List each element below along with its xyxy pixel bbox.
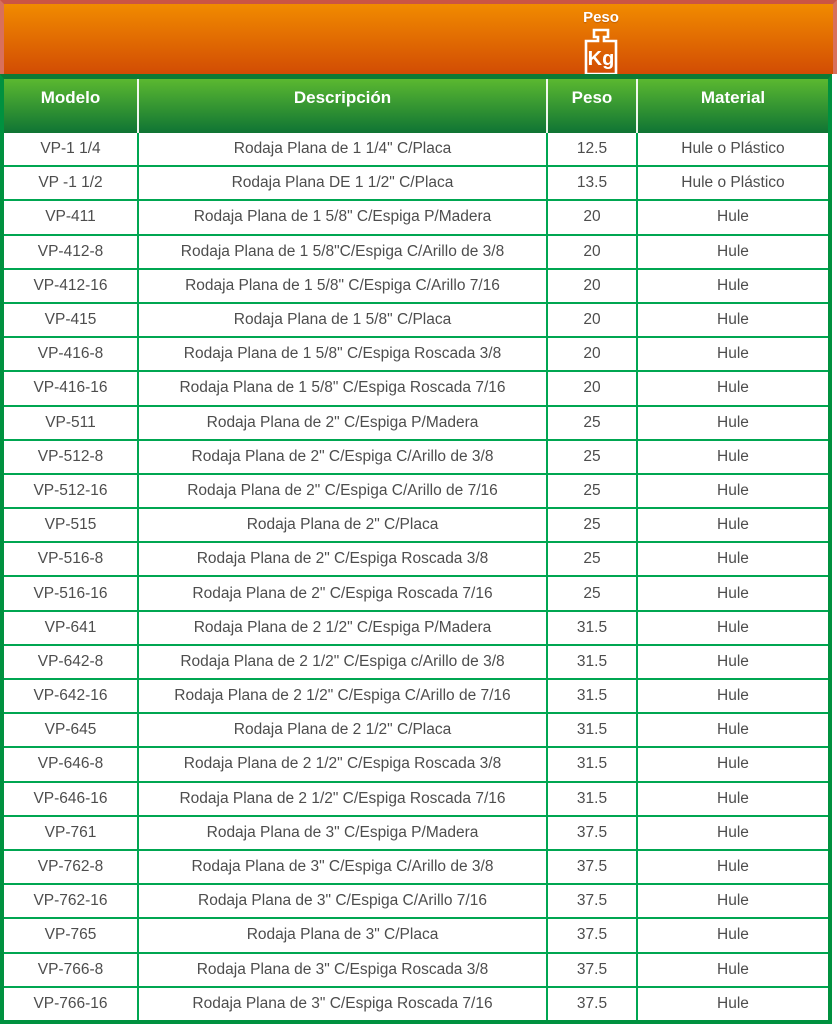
cell-descripcion: Rodaja Plana de 1 5/8" C/Espiga Roscada 7/16 (139, 372, 548, 404)
table-row (4, 439, 828, 473)
table-row (4, 133, 828, 165)
cell-material: Hule (717, 789, 749, 807)
table-row (4, 302, 828, 336)
table-row (4, 405, 828, 439)
cell-descripcion: Rodaja Plana de 2" C/Espiga C/Arillo de 7/16 (139, 475, 548, 507)
kg-weight-icon (580, 28, 622, 76)
cell-peso: 25 (548, 407, 638, 439)
cell-material: Hule (717, 960, 749, 978)
cell-material: Hule (717, 652, 749, 670)
cell-peso: 37.5 (548, 851, 638, 883)
cell-material: Hule (717, 618, 749, 636)
column-header-material: Material (700, 88, 766, 107)
table-row (4, 336, 828, 370)
table-body (4, 133, 828, 1020)
cell-modelo: VP-416-16 (4, 372, 139, 404)
cell-descripcion: Rodaja Plana de 3" C/Espiga P/Madera (139, 817, 548, 849)
cell-modelo: VP-1 1/4 (4, 133, 139, 165)
cell-peso: 37.5 (548, 988, 638, 1020)
cell-peso: 37.5 (548, 954, 638, 986)
table-row (4, 781, 828, 815)
table-row (4, 541, 828, 575)
cell-descripcion: Rodaja Plana de 3" C/Espiga Roscada 3/8 (139, 954, 548, 986)
cell-peso: 31.5 (548, 612, 638, 644)
cell-material: Hule (717, 926, 749, 944)
cell-peso: 20 (548, 304, 638, 336)
table-row (4, 370, 828, 404)
peso-kg-block (560, 8, 642, 76)
cell-material: Hule (717, 516, 749, 534)
cell-peso: 25 (548, 475, 638, 507)
table-row (4, 575, 828, 609)
cell-material: Hule (717, 584, 749, 602)
cell-material: Hule (717, 755, 749, 773)
table-row (4, 473, 828, 507)
product-table (0, 74, 832, 1024)
cell-peso: 37.5 (548, 885, 638, 917)
cell-peso: 25 (548, 509, 638, 541)
cell-modelo: VP-516-16 (4, 577, 139, 609)
table-row (4, 644, 828, 678)
table-row (4, 746, 828, 780)
cell-descripcion: Rodaja Plana de 3" C/Placa (139, 919, 548, 951)
table-row (4, 815, 828, 849)
cell-peso: 20 (548, 201, 638, 233)
cell-modelo: VP-412-16 (4, 270, 139, 302)
cell-modelo: VP-642-16 (4, 680, 139, 712)
cell-material: Hule (717, 413, 749, 431)
cell-descripcion: Rodaja Plana de 3" C/Espiga C/Arillo 7/16 (139, 885, 548, 917)
cell-descripcion: Rodaja Plana de 2" C/Espiga C/Arillo de 3/8 (139, 441, 548, 473)
cell-peso: 20 (548, 372, 638, 404)
cell-material: Hule (717, 550, 749, 568)
cell-descripcion: Rodaja Plana de 2" C/Espiga Roscada 3/8 (139, 543, 548, 575)
cell-material: Hule o Plástico (681, 174, 785, 192)
table-row (4, 610, 828, 644)
cell-peso: 25 (548, 577, 638, 609)
cell-material: Hule o Plástico (681, 140, 785, 158)
cell-material: Hule (717, 892, 749, 910)
table-row (4, 234, 828, 268)
table-row (4, 678, 828, 712)
cell-descripcion: Rodaja Plana de 3" C/Espiga Roscada 7/16 (139, 988, 548, 1020)
cell-peso: 25 (548, 543, 638, 575)
cell-material: Hule (717, 994, 749, 1012)
cell-modelo: VP-765 (4, 919, 139, 951)
cell-descripcion: Rodaja Plana de 2" C/Placa (139, 509, 548, 541)
cell-material: Hule (717, 208, 749, 226)
cell-modelo: VP-416-8 (4, 338, 139, 370)
cell-modelo: VP-415 (4, 304, 139, 336)
cell-material: Hule (717, 687, 749, 705)
cell-descripcion: Rodaja Plana de 2 1/2" C/Espiga c/Arillo de 3/8 (139, 646, 548, 678)
cell-material: Hule (717, 311, 749, 329)
cell-peso: 31.5 (548, 748, 638, 780)
cell-modelo: VP-511 (4, 407, 139, 439)
column-header-peso: Peso (548, 79, 638, 133)
cell-material: Hule (717, 447, 749, 465)
cell-peso: 31.5 (548, 680, 638, 712)
cell-descripcion: Rodaja Plana de 2 1/2" C/Espiga Roscada 7/16 (139, 783, 548, 815)
cell-descripcion: Rodaja Plana de 2 1/2" C/Placa (139, 714, 548, 746)
table-row (4, 952, 828, 986)
cell-material: Hule (717, 858, 749, 876)
cell-modelo: VP -1 1/2 (4, 167, 139, 199)
cell-descripcion: Rodaja Plana DE 1 1/2" C/Placa (139, 167, 548, 199)
cell-descripcion: Rodaja Plana de 1 1/4" C/Placa (139, 133, 548, 165)
cell-material: Hule (717, 345, 749, 363)
cell-peso: 25 (548, 441, 638, 473)
column-header-descripcion: Descripción (139, 79, 548, 133)
cell-modelo: VP-512-8 (4, 441, 139, 473)
cell-material: Hule (717, 823, 749, 841)
cell-descripcion: Rodaja Plana de 2 1/2" C/Espiga P/Madera (139, 612, 548, 644)
table-row (4, 917, 828, 951)
cell-descripcion: Rodaja Plana de 2 1/2" C/Espiga Roscada 3/8 (139, 748, 548, 780)
cell-modelo: VP-642-8 (4, 646, 139, 678)
cell-peso: 20 (548, 236, 638, 268)
table-row (4, 883, 828, 917)
cell-peso: 31.5 (548, 646, 638, 678)
cell-descripcion: Rodaja Plana de 1 5/8" C/Espiga P/Madera (139, 201, 548, 233)
cell-peso: 31.5 (548, 783, 638, 815)
table-row (4, 507, 828, 541)
cell-modelo: VP-645 (4, 714, 139, 746)
cell-modelo: VP-512-16 (4, 475, 139, 507)
cell-descripcion: Rodaja Plana de 1 5/8" C/Placa (139, 304, 548, 336)
cell-descripcion: Rodaja Plana de 1 5/8" C/Espiga C/Arillo 7/16 (139, 270, 548, 302)
cell-modelo: VP-516-8 (4, 543, 139, 575)
cell-modelo: VP-515 (4, 509, 139, 541)
peso-banner-label: Peso (583, 9, 619, 26)
cell-modelo: VP-761 (4, 817, 139, 849)
cell-peso: 12.5 (548, 133, 638, 165)
table-row (4, 986, 828, 1020)
cell-modelo: VP-762-8 (4, 851, 139, 883)
cell-modelo: VP-411 (4, 201, 139, 233)
cell-descripcion: Rodaja Plana de 2 1/2" C/Espiga C/Arillo de 7/16 (139, 680, 548, 712)
cell-modelo: VP-766-16 (4, 988, 139, 1020)
orange-header-banner (0, 0, 837, 74)
cell-modelo: VP-762-16 (4, 885, 139, 917)
cell-descripcion: Rodaja Plana de 2" C/Espiga Roscada 7/16 (139, 577, 548, 609)
table-row (4, 268, 828, 302)
kg-icon-text: Kg (587, 48, 615, 70)
cell-modelo: VP-641 (4, 612, 139, 644)
cell-peso: 13.5 (548, 167, 638, 199)
cell-material: Hule (717, 721, 749, 739)
cell-descripcion: Rodaja Plana de 1 5/8"C/Espiga C/Arillo de 3/8 (139, 236, 548, 268)
table-row (4, 165, 828, 199)
cell-peso: 37.5 (548, 817, 638, 849)
cell-descripcion: Rodaja Plana de 1 5/8" C/Espiga Roscada 3/8 (139, 338, 548, 370)
cell-modelo: VP-646-8 (4, 748, 139, 780)
table-header-row (4, 79, 828, 133)
cell-modelo: VP-412-8 (4, 236, 139, 268)
cell-peso: 31.5 (548, 714, 638, 746)
table-row (4, 849, 828, 883)
column-header-modelo: Modelo (4, 79, 139, 133)
table-row (4, 199, 828, 233)
cell-descripcion: Rodaja Plana de 3" C/Espiga C/Arillo de 3/8 (139, 851, 548, 883)
cell-descripcion: Rodaja Plana de 2" C/Espiga P/Madera (139, 407, 548, 439)
table-row (4, 712, 828, 746)
cell-material: Hule (717, 276, 749, 294)
cell-peso: 37.5 (548, 919, 638, 951)
cell-material: Hule (717, 379, 749, 397)
cell-peso: 20 (548, 270, 638, 302)
cell-peso: 20 (548, 338, 638, 370)
cell-material: Hule (717, 481, 749, 499)
cell-modelo: VP-646-16 (4, 783, 139, 815)
cell-material: Hule (717, 242, 749, 260)
cell-modelo: VP-766-8 (4, 954, 139, 986)
